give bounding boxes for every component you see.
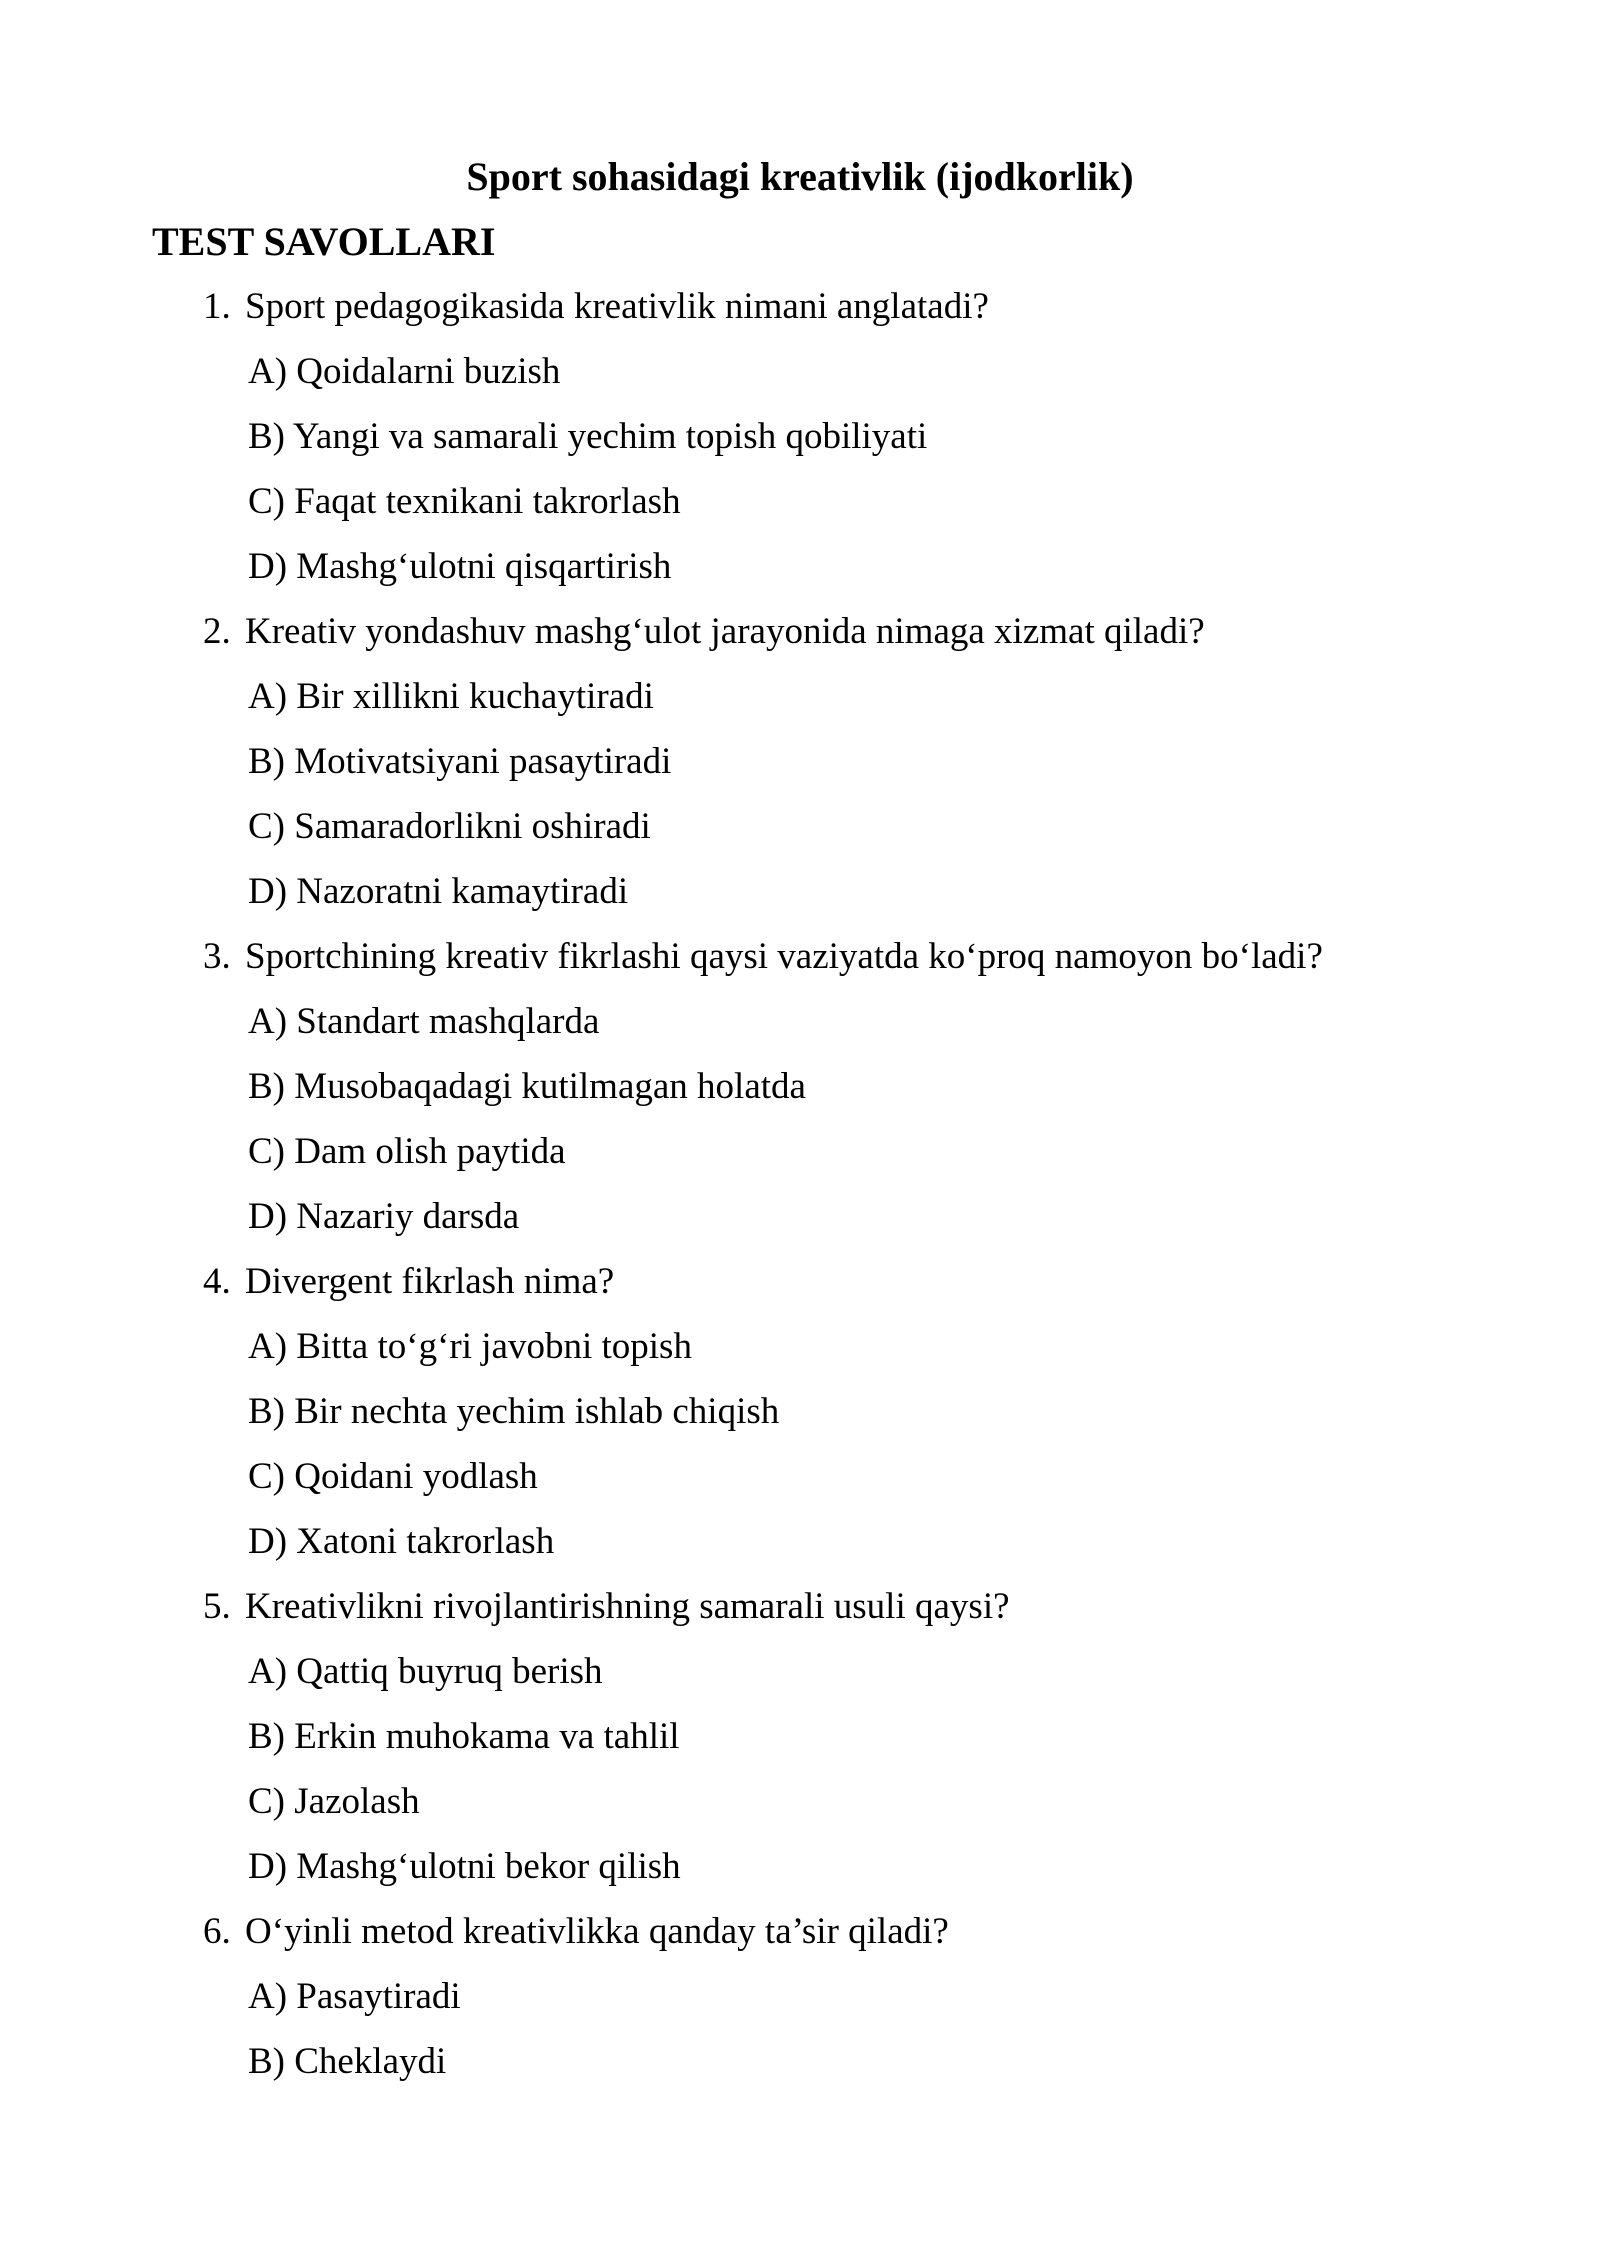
question-item-2 <box>152 599 1448 924</box>
question-text: Kreativ yondashuv mashgʻulot jarayonida nimaga xizmat qiladi? <box>245 611 1205 652</box>
answer-option: D) Nazoratni kamaytiradi <box>248 871 629 912</box>
question-item-3 <box>152 924 1448 1249</box>
question-item-5 <box>152 1574 1448 1899</box>
question-line <box>152 1574 1448 1639</box>
question-number: 6. <box>203 1911 231 1952</box>
question-line <box>152 1899 1448 1964</box>
answer-option: C) Qoidani yodlash <box>248 1456 538 1497</box>
question-item-1 <box>152 274 1448 599</box>
answer-option: D) Mashgʻulotni qisqartirish <box>248 546 672 587</box>
question-text: Divergent fikrlash nima? <box>245 1261 615 1302</box>
answer-option: B) Erkin muhokama va tahlil <box>248 1716 680 1757</box>
answer-option: B) Cheklaydi <box>248 2041 447 2082</box>
question-text: Oʻyinli metod kreativlikka qanday ta’sir qiladi? <box>245 1911 949 1952</box>
question-number: 2. <box>203 611 231 652</box>
answer-option: B) Musobaqadagi kutilmagan holatda <box>248 1066 806 1107</box>
answer-option: C) Dam olish paytida <box>248 1131 566 1172</box>
doc-title: Sport sohasidagi kreativlik (ijodkorlik) <box>466 154 1134 199</box>
answer-option: A) Standart mashqlarda <box>248 1001 600 1042</box>
question-number: 1. <box>203 286 231 327</box>
answer-option: C) Faqat texnikani takrorlash <box>248 481 681 522</box>
answer-option: A) Qattiq buyruq berish <box>248 1651 603 1692</box>
question-line <box>152 599 1448 664</box>
question-text: Sport pedagogikasida kreativlik nimani anglatadi? <box>245 286 989 327</box>
answer-option: B) Yangi va samarali yechim topish qobiliyati <box>248 416 928 457</box>
answer-option: B) Motivatsiyani pasaytiradi <box>248 741 672 782</box>
answer-option: C) Samaradorlikni oshiradi <box>248 806 651 847</box>
question-text: Kreativlikni rivojlantirishning samarali usuli qaysi? <box>245 1586 1010 1627</box>
section-heading: TEST SAVOLLARI <box>152 219 496 264</box>
answer-option: B) Bir nechta yechim ishlab chiqish <box>248 1391 780 1432</box>
question-number: 5. <box>203 1586 231 1627</box>
question-number: 4. <box>203 1261 231 1302</box>
question-number: 3. <box>203 936 231 977</box>
question-item-4 <box>152 1249 1448 1574</box>
answer-option: D) Xatoni takrorlash <box>248 1521 555 1562</box>
answer-option: A) Qoidalarni buzish <box>248 351 561 392</box>
question-text: Sportchining kreativ fikrlashi qaysi vaziyatda koʻproq namoyon boʻladi? <box>245 936 1323 977</box>
answer-option: D) Mashgʻulotni bekor qilish <box>248 1846 681 1887</box>
question-item-6 <box>152 1899 1448 2094</box>
question-line <box>152 1249 1448 1314</box>
answer-option: A) Bitta toʻgʻri javobni topish <box>248 1326 692 1367</box>
answer-option: D) Nazariy darsda <box>248 1196 520 1237</box>
answer-option: C) Jazolash <box>248 1781 420 1822</box>
answer-option: A) Pasaytiradi <box>248 1976 461 2017</box>
question-line <box>152 924 1448 989</box>
answer-option: A) Bir xillikni kuchaytiradi <box>248 676 654 717</box>
question-line <box>152 274 1448 339</box>
